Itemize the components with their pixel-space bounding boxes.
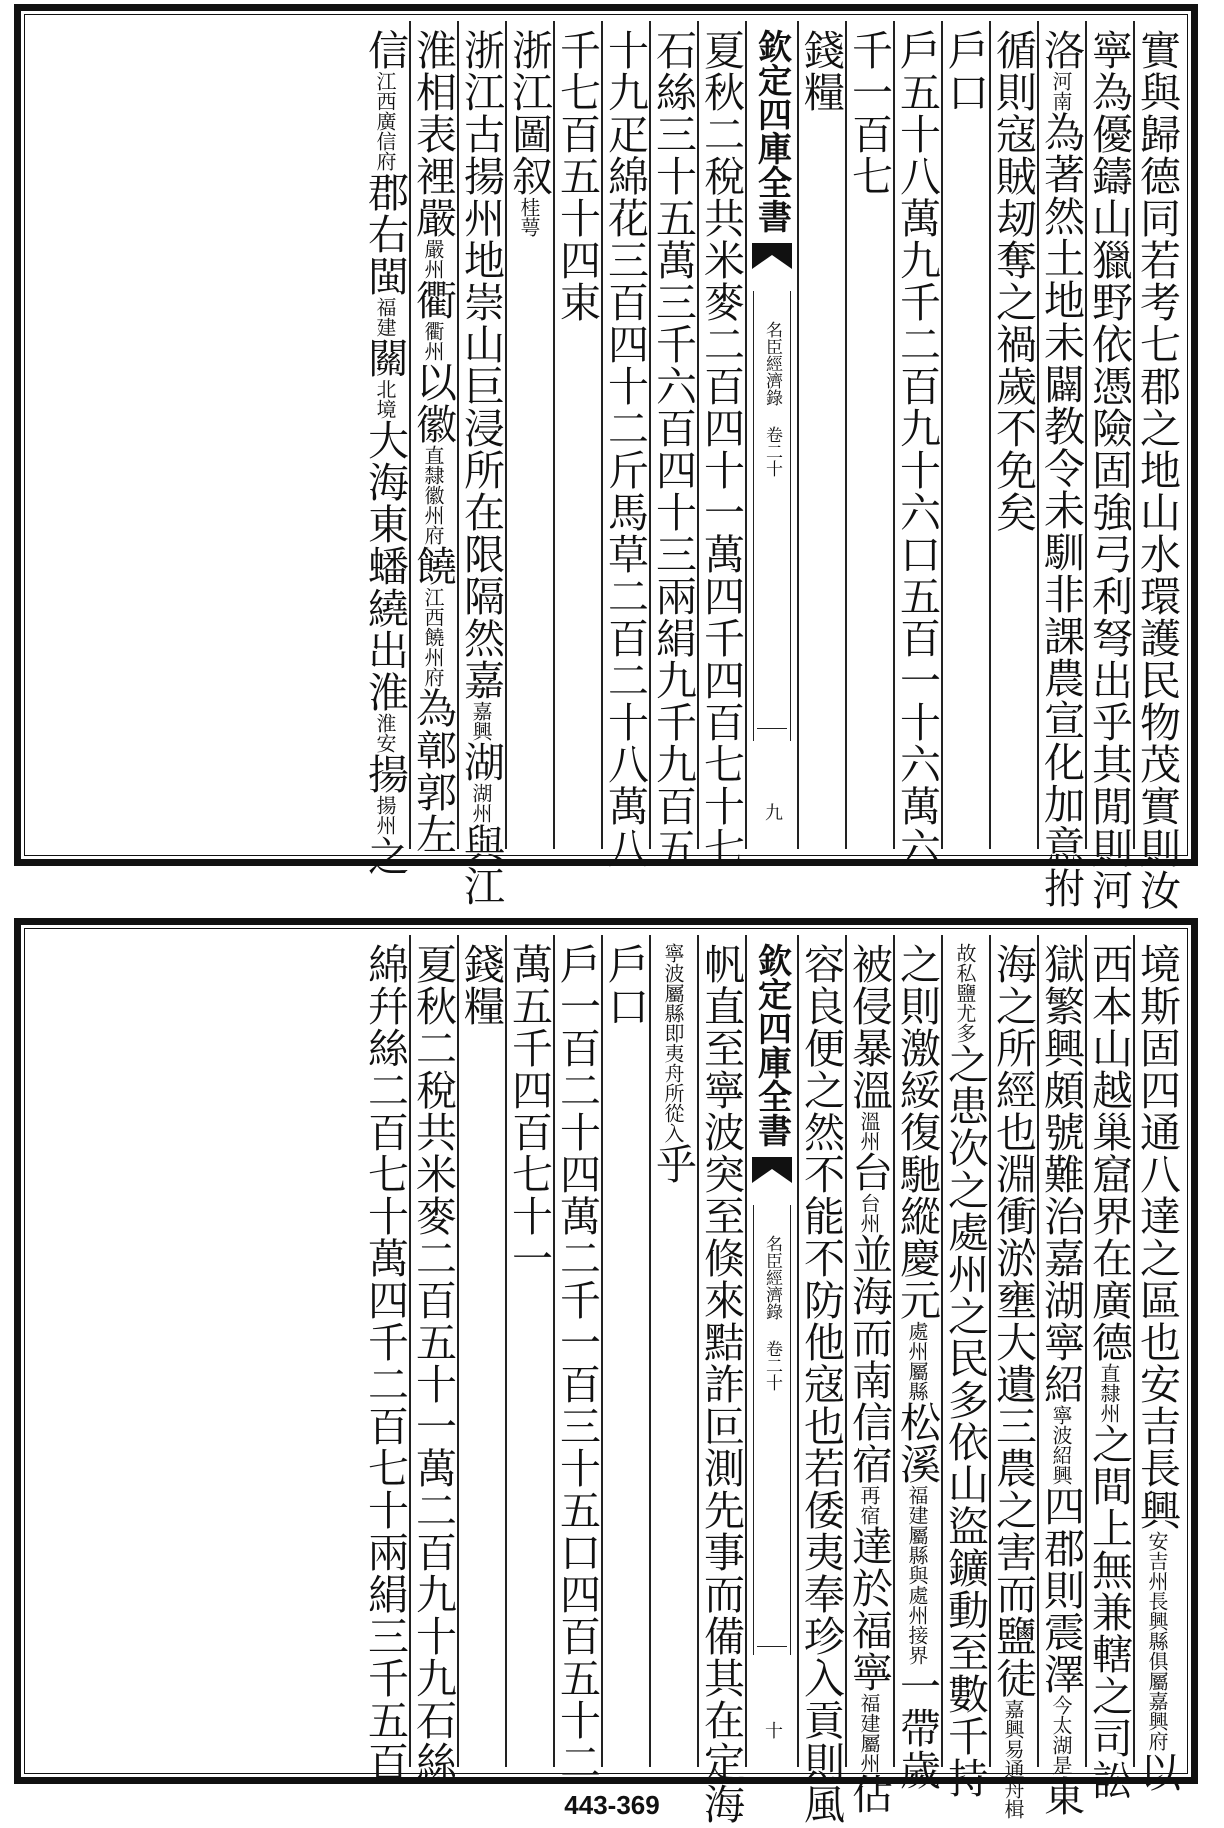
- annotation: 福建屬州: [857, 1693, 881, 1773]
- book-title: [762, 321, 782, 477]
- main-text: 千七百五十四束: [553, 29, 601, 323]
- volume-number: 卷二十: [762, 1340, 782, 1391]
- annotation: 今太湖是: [1049, 1695, 1073, 1775]
- text-column: [409, 21, 457, 855]
- main-text: 與江: [457, 823, 505, 907]
- main-text: 一帶歲: [893, 1665, 941, 1791]
- text-column: [845, 935, 893, 1815]
- text-column: [893, 935, 941, 1791]
- main-text: 洛: [1037, 29, 1085, 71]
- leaf-number: 十: [762, 1721, 783, 1739]
- main-text: 錢糧: [457, 943, 505, 1027]
- annotation: 淮安: [373, 713, 397, 753]
- upper-page: [14, 4, 1198, 911]
- main-text: 之間上無兼轄之司訟: [1085, 1423, 1133, 1801]
- main-text: 衢: [409, 279, 457, 321]
- main-text: 寧為優鑄山獵野依憑險固強弓利弩出乎其閒則河: [1085, 29, 1133, 911]
- text-column: [1133, 935, 1181, 1793]
- main-text: 東: [1037, 1775, 1085, 1817]
- annotation: 江西饒州府: [421, 587, 445, 687]
- main-text: 大海東蟠繞出淮: [361, 419, 409, 713]
- upper-columns: [31, 21, 1181, 911]
- text-column: [1085, 21, 1133, 911]
- main-text: 關: [361, 337, 409, 379]
- main-text: 獄繁興頗號難治嘉湖寧紹: [1037, 943, 1085, 1405]
- fold-tick: [757, 1646, 787, 1647]
- main-text: 乎: [649, 1143, 697, 1185]
- annotation: 河南: [1049, 71, 1073, 111]
- footer-page-number: 443-369: [564, 1790, 660, 1820]
- text-column: [553, 935, 601, 1783]
- text-column: [893, 21, 941, 869]
- book-title-text: 名臣經濟錄: [762, 321, 782, 406]
- main-text: 戶口: [601, 943, 649, 1027]
- annotation: 桂萼: [517, 197, 541, 237]
- text-column: [409, 935, 457, 1783]
- main-text: 容良便之然不能不防他寇也若倭夷奉珍入貢則風: [797, 943, 845, 1825]
- main-text: 境斯固四通八達之區也安吉長興: [1133, 943, 1181, 1531]
- fold-tick: [757, 728, 787, 729]
- text-column: [361, 935, 409, 1783]
- annotation: 揚州: [373, 795, 397, 835]
- annotation: 寧波紹興: [1049, 1405, 1073, 1485]
- text-column: [797, 21, 845, 849]
- annotation: 嘉興易通舟楫: [1001, 1699, 1025, 1819]
- main-text: 為鄣郭左: [409, 687, 457, 855]
- main-text: 右閩: [361, 213, 409, 297]
- book-title-text: 名臣經濟錄: [762, 1235, 782, 1320]
- annotation: 福建: [373, 297, 397, 337]
- main-text: 之患次之處州之民多依山盜鑛動至數千持: [941, 1043, 989, 1799]
- main-text: 夏秋二稅共米麥二百五十一萬二百九十九石絲: [409, 943, 457, 1783]
- fold-margin: [745, 935, 797, 1767]
- annotation: 再宿: [857, 1485, 881, 1525]
- fish-tail-mark-icon: [752, 243, 792, 269]
- annotation: 江西廣信府: [373, 71, 397, 171]
- text-column: [505, 21, 553, 849]
- main-text: 佔: [845, 1773, 893, 1815]
- text-column: [797, 935, 845, 1825]
- text-column: [845, 21, 893, 849]
- main-text: 錢糧: [797, 29, 845, 113]
- main-text: 實與歸德同若考七郡之地山水環護民物茂實則汝: [1133, 29, 1181, 911]
- main-text: 四郡則震澤: [1037, 1485, 1085, 1695]
- annotation: 嚴州: [421, 239, 445, 279]
- main-text: 郡: [361, 171, 409, 213]
- annotation: 溫州: [857, 1111, 881, 1151]
- annotation: 直隸州: [1097, 1363, 1121, 1423]
- main-text: 為著然土地未闢教令未馴非課農宣化加意拊: [1037, 111, 1085, 909]
- annotation: 安吉州長興縣俱屬嘉興府: [1145, 1531, 1169, 1751]
- main-text: 循則寇賊刼奪之禍歲不免矣: [989, 29, 1037, 533]
- main-text: 之則激綏復馳縱慶元: [893, 943, 941, 1321]
- text-column: [1037, 935, 1085, 1817]
- main-text: 之: [361, 835, 409, 877]
- main-text: 淮相表裡嚴: [409, 29, 457, 239]
- main-text: 戶一百二十四萬二千一百三十五口四百五十二: [553, 943, 601, 1783]
- fish-tail-mark-icon: [752, 1157, 792, 1183]
- main-text: 饒: [409, 545, 457, 587]
- annotation: 直隸徽州府: [421, 445, 445, 545]
- main-text: 松溪: [893, 1401, 941, 1485]
- annotation: 衢州: [421, 321, 445, 361]
- main-text: 海之所經也淵衝淤壅大遺三農之害而鹽徒: [989, 943, 1037, 1699]
- text-column: [941, 935, 989, 1799]
- text-column: [505, 935, 553, 1767]
- text-column: [989, 935, 1037, 1819]
- main-text: 帆直至寧波突至倏來黠詐叵測先事而備其在定海: [697, 943, 745, 1825]
- main-text: 萬五千四百七十一: [505, 943, 553, 1279]
- main-text: 湖: [457, 741, 505, 783]
- text-column: [697, 935, 745, 1825]
- main-text: 並海而南信宿: [845, 1233, 893, 1485]
- text-column: [649, 935, 697, 1767]
- text-column: [649, 21, 697, 869]
- text-column: [1133, 21, 1181, 911]
- text-column: [601, 935, 649, 1767]
- text-column: [553, 21, 601, 849]
- main-text: 以: [1133, 1751, 1181, 1793]
- main-text: 千一百七: [845, 29, 893, 197]
- main-text: 石絲三十五萬三千六百四十三兩絹九千九百五: [649, 29, 697, 869]
- annotation: 福建屬縣與處州接界: [905, 1485, 929, 1665]
- annotation: 嘉興: [469, 701, 493, 741]
- annotation: 寧波屬縣即夷舟所從入: [661, 943, 685, 1143]
- collection-title: 欽定四庫全書: [751, 943, 792, 1147]
- main-text: 戶五十八萬九千二百九十六口五百一十六萬六: [893, 29, 941, 869]
- main-text: 以徽: [409, 361, 457, 445]
- main-text: 夏秋二稅共米麥二百四十一萬四千四百七十七: [697, 29, 745, 869]
- main-text: 揚: [361, 753, 409, 795]
- main-text: 浙江圖叙: [505, 29, 553, 197]
- leaf-number: 九: [762, 803, 783, 821]
- main-text: 戶口: [941, 29, 989, 113]
- book-title: [762, 1235, 782, 1391]
- annotation: 湖州: [469, 783, 493, 823]
- main-text: 綿幷絲二百七十萬四千二百七十兩絹三千五百: [361, 943, 409, 1783]
- text-column: [1037, 21, 1085, 909]
- volume-number: 卷二十: [762, 426, 782, 477]
- annotation: 台州: [857, 1193, 881, 1233]
- main-text: 西本山越巢窟界在廣德: [1085, 943, 1133, 1363]
- collection-title: 欽定四庫全書: [751, 29, 792, 233]
- text-column: [941, 21, 989, 849]
- annotation: 故私鹽尤多: [953, 943, 977, 1043]
- text-column: [1085, 935, 1133, 1801]
- text-column: [457, 21, 505, 907]
- main-text: 浙江古揚州地崇山巨浸所在限隔然嘉: [457, 29, 505, 701]
- text-column: [697, 21, 745, 869]
- text-column: [989, 21, 1037, 849]
- main-text: 十九疋綿花三百四十二斤馬草二百二十八萬八: [601, 29, 649, 869]
- annotation: 處州屬縣: [905, 1321, 929, 1401]
- fold-margin: [745, 21, 797, 849]
- annotation: 北境: [373, 379, 397, 419]
- main-text: 被侵暴溫: [845, 943, 893, 1111]
- text-column: [601, 21, 649, 869]
- main-text: 台: [845, 1151, 893, 1193]
- text-column: [361, 21, 409, 877]
- main-text: 信: [361, 29, 409, 71]
- text-column: [457, 935, 505, 1767]
- main-text: 達於福寧: [845, 1525, 893, 1693]
